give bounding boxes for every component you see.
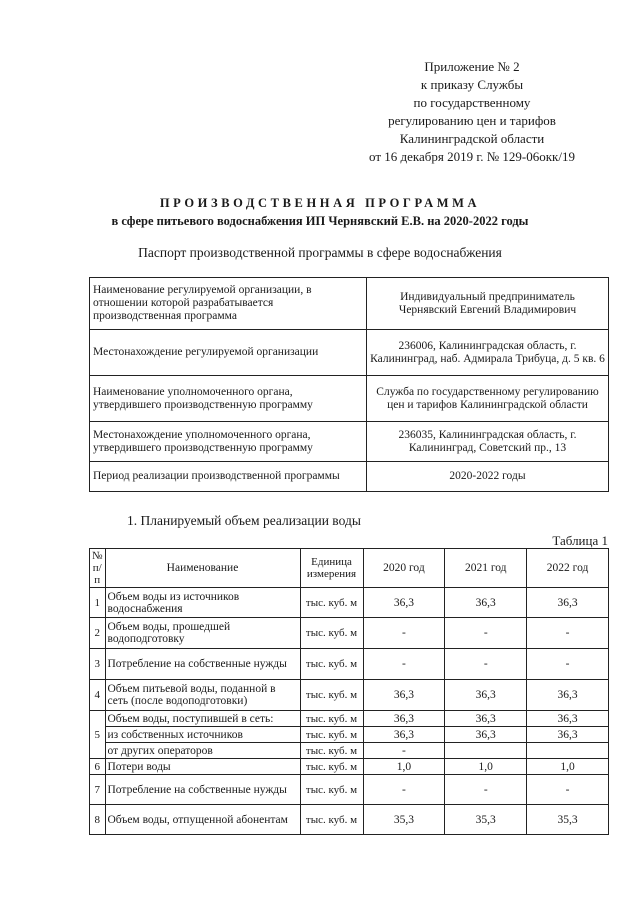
table-row [90,805,609,835]
row-value: - [527,649,609,680]
row-name: Объем питьевой воды, поданной в сеть (после водоподготовки) [105,680,300,711]
table-row [90,618,609,649]
row-value: - [363,743,445,759]
table-row [90,588,609,618]
row-value: 35,3 [363,805,445,835]
row-unit: тыс. куб. м [300,805,363,835]
appendix-line: Приложение № 2 [424,59,520,74]
row-value: 36,3 [527,711,609,727]
row-value: 35,3 [527,805,609,835]
row-num: 5 [90,711,106,759]
passport-label: Местонахождение уполномоченного органа, утвердившего производственную программу [90,422,367,462]
row-value: - [445,649,527,680]
table-row [90,422,609,462]
row-unit: тыс. куб. м [300,743,363,759]
row-unit: тыс. куб. м [300,680,363,711]
row-value: 36,3 [527,680,609,711]
table-row [90,759,609,775]
row-value: 1,0 [363,759,445,775]
row-num: 1 [90,588,106,618]
row-value: 36,3 [363,711,445,727]
table-row [90,775,609,805]
row-value: 36,3 [363,588,445,618]
row-value: 36,3 [445,680,527,711]
passport-label: Наименование уполномоченного органа, утвердившего производственную программу [90,376,367,422]
document-subtitle: в сфере питьевого водоснабжения ИП Чернявский Е.В. на 2020-2022 годы [111,214,529,228]
row-name: Объем воды из источников водоснабжения [105,588,300,618]
row-value: 36,3 [445,711,527,727]
passport-table [89,277,609,492]
table-row [90,649,609,680]
row-value: 36,3 [445,727,527,743]
row-value: - [363,618,445,649]
header-year: 2022 год [527,549,609,588]
row-num: 8 [90,805,106,835]
row-unit: тыс. куб. м [300,588,363,618]
section-heading: 1. Планируемый объем реализации воды [127,513,361,528]
row-value: - [527,775,609,805]
row-unit: тыс. куб. м [300,618,363,649]
passport-value: 236035, Калининградская область, г. Калининград, Советский пр., 13 [367,422,609,462]
row-num: 4 [90,680,106,711]
appendix-line: от 16 декабря 2019 г. № 129-06окк/19 [369,149,575,164]
row-value: 36,3 [363,680,445,711]
appendix-line: по государственному [413,95,531,110]
passport-label: Период реализации производственной программы [90,462,367,492]
passport-label: Наименование регулируемой организации, в отношении которой разрабатывается производственная программа [90,278,367,330]
table-row [90,330,609,376]
table-row [90,711,609,727]
appendix-line: регулированию цен и тарифов [388,113,556,128]
row-value [527,743,609,759]
row-value: 36,3 [527,588,609,618]
table-row [90,727,609,743]
header-unit: Единица измерения [300,549,363,588]
passport-title: Паспорт производственной программы в сфере водоснабжения [138,245,502,260]
table-row [90,680,609,711]
table-header-row [90,549,609,588]
header-year: 2021 год [445,549,527,588]
passport-value: 236006, Калининградская область, г. Калининград, наб. Адмирала Трибуца, д. 5 кв. 6 [367,330,609,376]
row-unit: тыс. куб. м [300,649,363,680]
appendix-line: Калининградской области [399,131,545,146]
passport-value: Служба по государственному регулированию цен и тарифов Калининградской области [367,376,609,422]
passport-value: 2020-2022 годы [367,462,609,492]
table-row [90,462,609,492]
row-value: 35,3 [445,805,527,835]
row-name: от других операторов [105,743,300,759]
appendix-block [342,58,602,166]
row-unit: тыс. куб. м [300,759,363,775]
row-num: 6 [90,759,106,775]
row-unit: тыс. куб. м [300,775,363,805]
row-value: - [363,775,445,805]
row-value: 36,3 [363,727,445,743]
row-unit: тыс. куб. м [300,711,363,727]
passport-label: Местонахождение регулируемой организации [90,330,367,376]
table-number: Таблица 1 [552,533,608,548]
row-value: 1,0 [445,759,527,775]
passport-value: Индивидуальный предприниматель Чернявский Евгений Владимирович [367,278,609,330]
row-value: - [527,618,609,649]
row-value: 36,3 [445,588,527,618]
table-row [90,376,609,422]
row-name: из собственных источников [105,727,300,743]
row-name: Потери воды [105,759,300,775]
row-value [445,743,527,759]
volume-table [89,548,609,835]
appendix-line: к приказу Службы [420,77,524,92]
row-name: Потребление на собственные нужды [105,649,300,680]
header-num: № п/п [90,549,106,588]
row-name: Объем воды, отпущенной абонентам [105,805,300,835]
row-value: - [445,618,527,649]
row-num: 3 [90,649,106,680]
row-name: Потребление на собственные нужды [105,775,300,805]
table-row [90,743,609,759]
header-year: 2020 год [363,549,445,588]
row-value: - [445,775,527,805]
row-num: 7 [90,775,106,805]
row-name: Объем воды, поступившей в сеть: [105,711,300,727]
row-value: 36,3 [527,727,609,743]
row-value: - [363,649,445,680]
table-row [90,278,609,330]
row-value: 1,0 [527,759,609,775]
row-num: 2 [90,618,106,649]
header-name: Наименование [105,549,300,588]
row-unit: тыс. куб. м [300,727,363,743]
document-title: ПРОИЗВОДСТВЕННАЯ ПРОГРАММА [159,196,481,210]
row-name: Объем воды, прошедшей водоподготовку [105,618,300,649]
